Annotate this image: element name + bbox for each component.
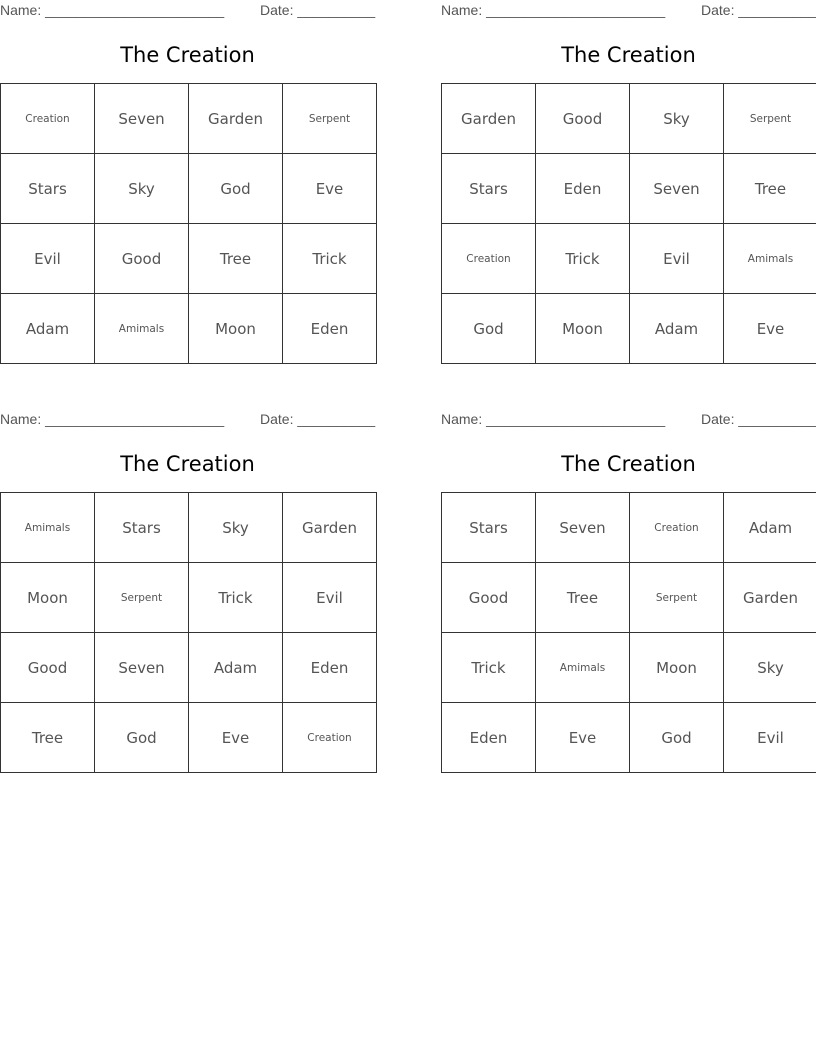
bingo-cell: Sky [630,84,724,154]
bingo-cell: Moon [536,294,630,364]
grid-row [442,294,816,364]
grid-row [1,154,377,224]
bingo-cell: Stars [95,493,189,563]
bingo-cell: Amimals [536,633,630,703]
bingo-cell: Garden [189,84,283,154]
bingo-cell: Eve [189,703,283,773]
grid-row [1,493,377,563]
bingo-cell: Seven [536,493,630,563]
name-field-label: Name: _______________________ [441,411,666,427]
grid-row [1,224,377,294]
bingo-cell: Amimals [1,493,95,563]
bingo-cell: Creation [283,703,377,773]
bingo-cell: Moon [1,563,95,633]
bingo-cell: Moon [189,294,283,364]
date-field-label: Date: __________ [701,2,816,18]
card-header-fields [441,411,816,429]
bingo-cell: Serpent [630,563,724,633]
bingo-cell: Serpent [283,84,377,154]
grid-row [1,84,377,154]
bingo-cell: Seven [630,154,724,224]
bingo-card-2 [441,0,816,365]
bingo-cell: Sky [724,633,816,703]
name-field-label: Name: _______________________ [441,2,666,18]
grid-row [442,493,816,563]
name-field-label: Name: _______________________ [0,2,225,18]
bingo-cell: Stars [442,493,536,563]
bingo-card-4 [441,409,816,774]
card-header-fields [0,2,375,20]
card-title: The Creation [561,43,696,67]
bingo-grid [0,83,377,364]
bingo-cell: Eden [536,154,630,224]
grid-row [1,563,377,633]
bingo-cell: Adam [189,633,283,703]
bingo-cell: Eden [283,633,377,703]
bingo-cell: Eve [536,703,630,773]
bingo-cell: Adam [724,493,816,563]
bingo-cell: Adam [1,294,95,364]
bingo-cell: Seven [95,633,189,703]
bingo-cell: Serpent [95,563,189,633]
bingo-cell: Evil [1,224,95,294]
bingo-cell: Good [536,84,630,154]
bingo-cell: Creation [1,84,95,154]
bingo-cell: Tree [1,703,95,773]
bingo-grid [441,83,816,364]
bingo-cell: Garden [724,563,816,633]
bingo-grid [0,492,377,773]
bingo-cell: Amimals [724,224,816,294]
bingo-cell: Good [442,563,536,633]
bingo-cell: Serpent [724,84,816,154]
bingo-cell: God [630,703,724,773]
bingo-cell: Sky [189,493,283,563]
bingo-cell: God [442,294,536,364]
bingo-cell: Tree [724,154,816,224]
bingo-cell: Seven [95,84,189,154]
bingo-cell: Garden [283,493,377,563]
grid-row [442,154,816,224]
grid-row [442,703,816,773]
card-title: The Creation [120,452,255,476]
bingo-cell: Eden [283,294,377,364]
grid-row [1,703,377,773]
card-title: The Creation [120,43,255,67]
name-field-label: Name: _______________________ [0,411,225,427]
bingo-cell: Sky [95,154,189,224]
bingo-grid [441,492,816,773]
card-header-fields [0,411,375,429]
bingo-cell: Moon [630,633,724,703]
bingo-cell: Tree [536,563,630,633]
bingo-cell: Evil [283,563,377,633]
bingo-card-1 [0,0,375,365]
grid-row [1,294,377,364]
bingo-cell: Creation [630,493,724,563]
bingo-cell: God [189,154,283,224]
card-header-fields [441,2,816,20]
bingo-cell: Eve [283,154,377,224]
bingo-cell: Eden [442,703,536,773]
date-field-label: Date: __________ [260,2,376,18]
bingo-cell: Tree [189,224,283,294]
bingo-cell: Good [95,224,189,294]
bingo-cell: Trick [189,563,283,633]
date-field-label: Date: __________ [260,411,376,427]
bingo-cell: Adam [630,294,724,364]
bingo-cell: Garden [442,84,536,154]
bingo-cell: Stars [1,154,95,224]
date-field-label: Date: __________ [701,411,816,427]
grid-row [442,84,816,154]
bingo-cell: Trick [283,224,377,294]
bingo-cell: Amimals [95,294,189,364]
bingo-card-3 [0,409,375,774]
card-title: The Creation [561,452,696,476]
grid-row [442,224,816,294]
grid-row [442,633,816,703]
bingo-cell: Eve [724,294,816,364]
bingo-cell: God [95,703,189,773]
bingo-cell: Evil [724,703,816,773]
bingo-cell: Evil [630,224,724,294]
bingo-cell: Trick [442,633,536,703]
bingo-cell: Creation [442,224,536,294]
bingo-cell: Good [1,633,95,703]
grid-row [1,633,377,703]
grid-row [442,563,816,633]
bingo-cell: Stars [442,154,536,224]
bingo-cell: Trick [536,224,630,294]
